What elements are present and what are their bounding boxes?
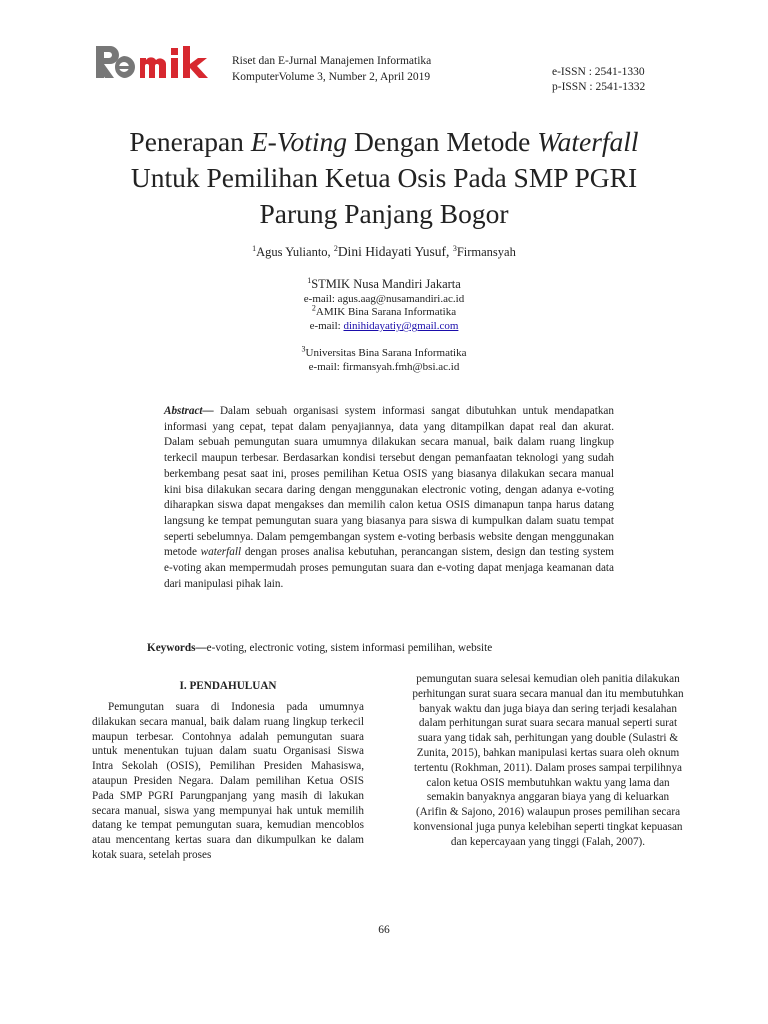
affiliation-name: AMIK Bina Sarana Informatika	[315, 306, 457, 318]
author-3: Firmansyah	[456, 245, 516, 259]
author-list	[0, 244, 768, 260]
paragraph: Pemungutan suara di Indonesia pada umumnya dilakukan secara manual, baik dalam ruang lingkup terkecil maupun terbesar. Contohnya adalah pemungutan suara untuk menentukan tujuan dalam suatu Organisasi Siswa Intra Sekolah (OSIS), Pemilihan Presiden Mahasiswa, ataupun Presiden Negara. Dalam pemilihan Ketua OSIS Pada SMP PGRI Parungpanjang yang masih di lakukan secara manual, siswa yang mempunyai hak untuk memilih datang ke tempat pemungutan suara, kemudian mencoblos atau mencentang kertas suara dan dikumpulkan ke dalam kotak suara, setelah proses	[92, 701, 364, 861]
affiliation-3	[0, 346, 768, 374]
affiliation-sup: 3	[301, 344, 306, 354]
affiliation-name: Universitas Bina Sarana Informatika	[305, 347, 467, 359]
abstract-text: Dalam sebuah organisasi system informasi sangat dibutuhkan untuk mendapatkan informasi yang cepat, tepat dalam penyajiannya, data yang ditampilkan dapat real dan akurat. Dalam sebuah pemungutan suara umumnya dilakukan secara manual, baik dalam ruang lingkup terkecil maupun terbesar. Berdasarkan kondisi tersebut dengan pemanfaatan teknologi yang sudah berkembang pesat saat ini, proses pemilihan Ketua OSIS yang biasanya dilakukan secara manual kini bisa dilakukan secara daring dengan menggunakan electronic voting, dengan adanya e-voting diharapkan siswa dapat mengakses dan memilih calon ketua OSIS dimanapun tanpa harus datang langsung ke tempat pemungutan suara yang biasanya para siswa di kumpulkan dalam suatu tempat seperti sebelumnya. Dalam pemgembangan system e-voting berbasis website dengan menggunakan metode	[164, 405, 614, 559]
affiliation-name: STMIK Nusa Mandiri Jakarta	[311, 277, 461, 291]
abstract-italic: waterfall	[200, 546, 242, 559]
journal-logo	[94, 42, 220, 82]
title-line-2: Untuk Pemilihan Ketua Osis Pada SMP PGRI	[130, 162, 638, 193]
email-prefix: e-mail:	[309, 320, 344, 332]
title-text: Penerapan	[129, 126, 251, 157]
affiliation-email: e-mail: agus.aag@nusamandiri.ac.id	[303, 293, 465, 305]
pissn: p-ISSN : 2541-1332	[552, 81, 646, 93]
keywords	[147, 641, 627, 656]
author-sup: 2	[333, 243, 338, 253]
journal-volume: KomputerVolume 3, Number 2, April 2019	[232, 71, 431, 83]
affiliation-sup: 2	[311, 303, 316, 313]
title-line-3: Parung Panjang Bogor	[259, 198, 509, 229]
title-line-1	[40, 124, 728, 160]
left-column	[92, 700, 364, 863]
section-heading: I. PENDAHULUAN	[179, 680, 277, 692]
title-italic-waterfall: Waterfall	[537, 126, 639, 157]
journal-info	[232, 53, 431, 85]
author-sup: 1	[252, 243, 257, 253]
abstract-text: dengan proses analisa kebutuhan, perancangan sistem, design dan testing system e-voting akan mempermudah proses pemungutan suara dan e-voting dapat menjaga keamanan data dari manipulasi pihak lain.	[164, 546, 614, 590]
abstract-label: Abstract—	[164, 405, 214, 417]
title-italic-evoting: E-Voting	[250, 126, 348, 157]
abstract	[164, 404, 614, 592]
eissn: e-ISSN : 2541-1330	[552, 66, 645, 78]
author-sup: 3	[452, 243, 457, 253]
email-link[interactable]: dinihidayatiy@gmail.com	[343, 320, 459, 332]
page-number: 66	[378, 924, 390, 936]
journal-name: Riset dan E-Jurnal Manajemen Informatika	[232, 55, 432, 67]
keywords-text: e-voting, electronic voting, sistem informasi pemilihan, website	[206, 642, 493, 654]
affiliation-email: e-mail: firmansyah.fmh@bsi.ac.id	[308, 361, 460, 373]
remik-logo-icon	[94, 42, 220, 82]
author-2: Dini Hidayati Yusuf,	[337, 244, 453, 259]
affiliation-sup: 1	[307, 275, 312, 285]
affiliation-1	[0, 276, 768, 306]
keywords-label: Keywords—	[147, 642, 207, 654]
right-column	[412, 672, 684, 850]
affiliation-2	[0, 305, 768, 333]
title-text: Dengan Metode	[347, 126, 538, 157]
author-1: Agus Yulianto,	[256, 245, 334, 259]
paragraph: pemungutan suara selesai kemudian oleh panitia dilakukan perhitungan surat suara secara manual dan itu membutuhkan banyak waktu dan juga biaya dan sering terjadi kesalahan dalam perhitungan surat suara secara manual seperti surat suara yang tidak sah, perhitungan yang double (Sulastri & Zunita, 2015), bahkan manipulasi kertas suara oleh oknum tertentu (Rokhman, 2011). Dalam proses sampai terpilihnya calon ketua OSIS membutuhkan waktu yang lama dan semakin banyaknya anggaran biaya yang di keluarkan (Arifin & Sajono, 2016) walaupun proses pemilihan secara konvensional juga punya kelebihan seperti tingkat kepuasan dan kepercayaan yang tinggi (Falah, 2007).	[412, 673, 684, 848]
paper-title	[40, 124, 728, 232]
issn-block	[552, 65, 645, 95]
